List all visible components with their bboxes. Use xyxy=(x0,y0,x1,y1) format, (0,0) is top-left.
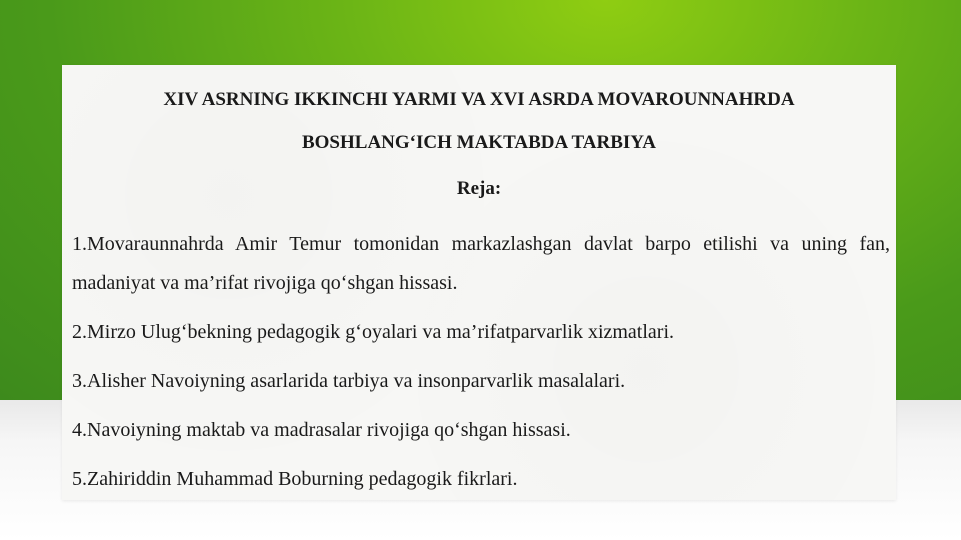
plan-item-1: 1.Movaraunnahrda Amir Temur tomonidan markazlashgan davlat barpo etilishi va uning fan, madaniyat va ma’rifat rivojiga qo‘shgan hissasi. xyxy=(72,233,890,294)
title-line-2: BOSHLANG‘ICH MAKTABDA TARBIYA xyxy=(301,132,657,153)
plan-item-5: 5.Zahiriddin Muhammad Boburning pedagogik fikrlari. xyxy=(72,468,518,490)
plan-list xyxy=(72,225,890,509)
plan-heading: Reja: xyxy=(456,178,502,199)
content-card xyxy=(62,65,896,500)
title-line-1: XIV ASRNING IKKINCHI YARMI VA XVI ASRDA MOVAROUNNAHRDA xyxy=(163,89,795,110)
plan-item-2: 2.Mirzo Ulug‘bekning pedagogik g‘oyalari va ma’rifatparvarlik xizmatlari. xyxy=(72,321,675,343)
plan-item-3: 3.Alisher Navoiyning asarlarida tarbiya va insonparvarlik masalalari. xyxy=(72,370,626,392)
plan-item-4: 4.Navoiyning maktab va madrasalar rivojiga qo‘shgan hissasi. xyxy=(72,419,571,441)
